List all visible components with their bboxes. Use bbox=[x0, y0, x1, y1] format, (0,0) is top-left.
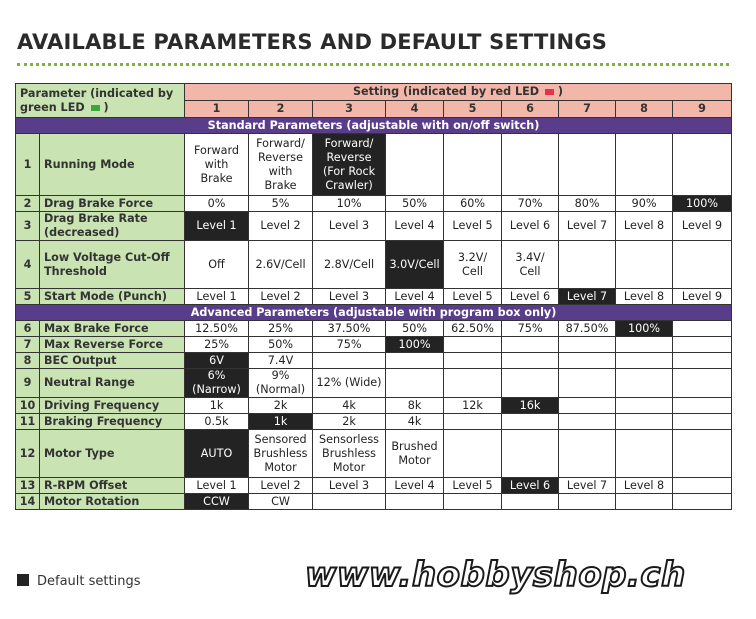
setting-cell: 8k bbox=[386, 398, 444, 414]
parameter-row bbox=[16, 478, 732, 494]
setting-cell bbox=[502, 369, 559, 398]
parameter-number: 11 bbox=[16, 414, 40, 430]
setting-cell: Level 4 bbox=[386, 212, 444, 241]
parameter-name: Max Reverse Force bbox=[40, 337, 185, 353]
setting-cell: 1k bbox=[185, 398, 249, 414]
setting-cell bbox=[673, 414, 732, 430]
setting-cell: 25% bbox=[249, 321, 313, 337]
page-title: AVAILABLE PARAMETERS AND DEFAULT SETTINGS bbox=[17, 30, 608, 54]
setting-cell bbox=[444, 430, 502, 478]
setting-cell: 3.4V/ Cell bbox=[502, 241, 559, 289]
setting-cell bbox=[444, 337, 502, 353]
setting-cell bbox=[559, 134, 616, 196]
default-setting-cell: 6% (Narrow) bbox=[185, 369, 249, 398]
setting-cell: Level 8 bbox=[616, 289, 673, 305]
setting-cell bbox=[616, 414, 673, 430]
setting-cell: Brushed Motor bbox=[386, 430, 444, 478]
parameter-name: Motor Rotation bbox=[40, 494, 185, 510]
setting-cell: Level 6 bbox=[502, 289, 559, 305]
setting-cell: 2k bbox=[313, 414, 386, 430]
setting-cell: Off bbox=[185, 241, 249, 289]
setting-cell: 60% bbox=[444, 196, 502, 212]
setting-cell: Level 1 bbox=[185, 478, 249, 494]
setting-cell bbox=[502, 337, 559, 353]
setting-cell: 2k bbox=[249, 398, 313, 414]
setting-cell bbox=[616, 134, 673, 196]
setting-cell bbox=[559, 414, 616, 430]
setting-cell: 2.8V/Cell bbox=[313, 241, 386, 289]
parameters-table bbox=[15, 83, 732, 510]
parameter-row bbox=[16, 134, 732, 196]
setting-cell bbox=[616, 494, 673, 510]
parameter-number: 8 bbox=[16, 353, 40, 369]
setting-cell bbox=[673, 321, 732, 337]
setting-cell: Level 4 bbox=[386, 478, 444, 494]
setting-cell bbox=[673, 241, 732, 289]
setting-cell: Level 3 bbox=[313, 289, 386, 305]
setting-cell: 12k bbox=[444, 398, 502, 414]
parameter-number: 10 bbox=[16, 398, 40, 414]
setting-cell: Level 5 bbox=[444, 212, 502, 241]
setting-cell: Level 7 bbox=[559, 212, 616, 241]
setting-cell: 12.50% bbox=[185, 321, 249, 337]
parameter-name: Drag Brake Rate (decreased) bbox=[40, 212, 185, 241]
setting-cell: Level 3 bbox=[313, 212, 386, 241]
parameter-name: BEC Output bbox=[40, 353, 185, 369]
setting-cell bbox=[502, 353, 559, 369]
setting-cell: 4k bbox=[313, 398, 386, 414]
parameter-name: Motor Type bbox=[40, 430, 185, 478]
setting-cell: Level 1 bbox=[185, 289, 249, 305]
setting-cell bbox=[616, 430, 673, 478]
setting-number-1: 1 bbox=[185, 101, 249, 118]
setting-cell bbox=[559, 241, 616, 289]
setting-cell bbox=[502, 134, 559, 196]
setting-cell: Level 8 bbox=[616, 478, 673, 494]
default-setting-cell: 16k bbox=[502, 398, 559, 414]
setting-cell: Forward with Brake bbox=[185, 134, 249, 196]
setting-cell bbox=[559, 369, 616, 398]
parameter-row bbox=[16, 289, 732, 305]
default-setting-cell: 1k bbox=[249, 414, 313, 430]
setting-cell: Sensorless Brushless Motor bbox=[313, 430, 386, 478]
parameter-row bbox=[16, 353, 732, 369]
parameter-name: Drag Brake Force bbox=[40, 196, 185, 212]
setting-cell: Level 2 bbox=[249, 289, 313, 305]
setting-cell: 5% bbox=[249, 196, 313, 212]
default-setting-cell: 3.0V/Cell bbox=[386, 241, 444, 289]
setting-cell bbox=[444, 494, 502, 510]
setting-cell: Forward/ Reverse with Brake bbox=[249, 134, 313, 196]
setting-cell: 87.50% bbox=[559, 321, 616, 337]
parameter-name: Braking Frequency bbox=[40, 414, 185, 430]
setting-cell bbox=[616, 353, 673, 369]
setting-cell: Level 9 bbox=[673, 289, 732, 305]
setting-cell: Level 2 bbox=[249, 478, 313, 494]
parameter-name: Max Brake Force bbox=[40, 321, 185, 337]
default-setting-cell: CCW bbox=[185, 494, 249, 510]
setting-cell bbox=[673, 369, 732, 398]
setting-cell: 4k bbox=[386, 414, 444, 430]
default-setting-cell: AUTO bbox=[185, 430, 249, 478]
title-divider bbox=[17, 63, 729, 66]
setting-cell: 50% bbox=[386, 321, 444, 337]
setting-cell: 70% bbox=[502, 196, 559, 212]
default-setting-cell: Forward/ Reverse (For Rock Crawler) bbox=[313, 134, 386, 196]
setting-number-3: 3 bbox=[313, 101, 386, 118]
setting-cell: 7.4V bbox=[249, 353, 313, 369]
parameter-row bbox=[16, 414, 732, 430]
setting-cell bbox=[386, 134, 444, 196]
setting-cell: 62.50% bbox=[444, 321, 502, 337]
setting-cell: Sensored Brushless Motor bbox=[249, 430, 313, 478]
setting-cell: Level 8 bbox=[616, 212, 673, 241]
setting-cell: Level 9 bbox=[673, 212, 732, 241]
green-led-icon bbox=[91, 105, 100, 111]
parameter-row bbox=[16, 196, 732, 212]
setting-cell: Level 5 bbox=[444, 478, 502, 494]
default-setting-cell: 100% bbox=[616, 321, 673, 337]
parameter-row bbox=[16, 369, 732, 398]
legend: Default settings bbox=[17, 574, 140, 589]
setting-cell bbox=[559, 337, 616, 353]
setting-cell bbox=[502, 414, 559, 430]
parameter-number: 6 bbox=[16, 321, 40, 337]
setting-cell bbox=[673, 353, 732, 369]
parameter-row bbox=[16, 241, 732, 289]
setting-cell bbox=[444, 369, 502, 398]
parameter-name: Neutral Range bbox=[40, 369, 185, 398]
parameter-name: Driving Frequency bbox=[40, 398, 185, 414]
parameter-header: Parameter (indicated by green LED ) bbox=[16, 84, 185, 118]
default-setting-cell: Level 6 bbox=[502, 478, 559, 494]
setting-number-2: 2 bbox=[249, 101, 313, 118]
parameter-row bbox=[16, 494, 732, 510]
setting-cell: Level 6 bbox=[502, 212, 559, 241]
setting-cell: 80% bbox=[559, 196, 616, 212]
setting-cell bbox=[559, 353, 616, 369]
setting-cell bbox=[559, 494, 616, 510]
setting-cell bbox=[444, 134, 502, 196]
setting-cell bbox=[444, 353, 502, 369]
setting-cell bbox=[616, 369, 673, 398]
setting-cell: 50% bbox=[386, 196, 444, 212]
setting-cell bbox=[616, 241, 673, 289]
setting-number-7: 7 bbox=[559, 101, 616, 118]
setting-cell: 37.50% bbox=[313, 321, 386, 337]
parameter-number: 12 bbox=[16, 430, 40, 478]
setting-cell: 75% bbox=[502, 321, 559, 337]
default-swatch-icon bbox=[17, 574, 29, 586]
parameter-number: 1 bbox=[16, 134, 40, 196]
parameter-number: 4 bbox=[16, 241, 40, 289]
setting-cell: 12% (Wide) bbox=[313, 369, 386, 398]
section-advanced-label: Advanced Parameters (adjustable with program box only) bbox=[16, 305, 732, 321]
parameter-name: R-RPM Offset bbox=[40, 478, 185, 494]
default-setting-cell: 100% bbox=[673, 196, 732, 212]
setting-cell bbox=[386, 494, 444, 510]
setting-cell bbox=[673, 398, 732, 414]
setting-cell: Level 5 bbox=[444, 289, 502, 305]
parameter-number: 3 bbox=[16, 212, 40, 241]
setting-cell bbox=[559, 398, 616, 414]
setting-number-8: 8 bbox=[616, 101, 673, 118]
parameter-name: Low Voltage Cut-Off Threshold bbox=[40, 241, 185, 289]
setting-cell bbox=[313, 494, 386, 510]
parameter-row bbox=[16, 321, 732, 337]
setting-cell: Level 2 bbox=[249, 212, 313, 241]
setting-cell: 90% bbox=[616, 196, 673, 212]
setting-cell: 9% (Normal) bbox=[249, 369, 313, 398]
setting-cell: Level 3 bbox=[313, 478, 386, 494]
setting-cell bbox=[616, 398, 673, 414]
default-setting-cell: 100% bbox=[386, 337, 444, 353]
setting-cell: 2.6V/Cell bbox=[249, 241, 313, 289]
setting-header: Setting (indicated by red LED ) bbox=[185, 84, 732, 101]
default-setting-cell: Level 7 bbox=[559, 289, 616, 305]
setting-cell: 0% bbox=[185, 196, 249, 212]
section-advanced bbox=[16, 305, 732, 321]
setting-cell bbox=[502, 494, 559, 510]
setting-cell bbox=[673, 494, 732, 510]
section-standard-label: Standard Parameters (adjustable with on/off switch) bbox=[16, 118, 732, 134]
parameter-row bbox=[16, 430, 732, 478]
parameter-number: 2 bbox=[16, 196, 40, 212]
setting-cell bbox=[673, 478, 732, 494]
parameter-number: 14 bbox=[16, 494, 40, 510]
red-led-icon bbox=[545, 89, 554, 95]
parameter-number: 5 bbox=[16, 289, 40, 305]
parameter-row bbox=[16, 398, 732, 414]
setting-cell: 75% bbox=[313, 337, 386, 353]
setting-number-9: 9 bbox=[673, 101, 732, 118]
setting-cell: 3.2V/ Cell bbox=[444, 241, 502, 289]
parameter-number: 9 bbox=[16, 369, 40, 398]
default-setting-cell: Level 1 bbox=[185, 212, 249, 241]
section-standard bbox=[16, 118, 732, 134]
setting-cell: Level 4 bbox=[386, 289, 444, 305]
setting-cell: 0.5k bbox=[185, 414, 249, 430]
setting-cell: 10% bbox=[313, 196, 386, 212]
setting-cell bbox=[502, 430, 559, 478]
parameter-row bbox=[16, 212, 732, 241]
header-row bbox=[16, 84, 732, 101]
setting-cell: 25% bbox=[185, 337, 249, 353]
setting-cell: CW bbox=[249, 494, 313, 510]
watermark: www.hobbyshop.ch bbox=[305, 555, 686, 595]
parameter-name: Start Mode (Punch) bbox=[40, 289, 185, 305]
setting-cell bbox=[673, 134, 732, 196]
parameter-number: 7 bbox=[16, 337, 40, 353]
setting-cell bbox=[444, 414, 502, 430]
parameter-name: Running Mode bbox=[40, 134, 185, 196]
setting-cell bbox=[673, 430, 732, 478]
setting-cell bbox=[313, 353, 386, 369]
default-setting-cell: 6V bbox=[185, 353, 249, 369]
setting-number-5: 5 bbox=[444, 101, 502, 118]
setting-number-6: 6 bbox=[502, 101, 559, 118]
parameter-number: 13 bbox=[16, 478, 40, 494]
setting-cell bbox=[559, 430, 616, 478]
setting-cell bbox=[386, 369, 444, 398]
setting-cell: Level 7 bbox=[559, 478, 616, 494]
setting-cell bbox=[386, 353, 444, 369]
parameter-row bbox=[16, 337, 732, 353]
setting-cell bbox=[616, 337, 673, 353]
setting-number-4: 4 bbox=[386, 101, 444, 118]
setting-cell bbox=[673, 337, 732, 353]
setting-cell: 50% bbox=[249, 337, 313, 353]
